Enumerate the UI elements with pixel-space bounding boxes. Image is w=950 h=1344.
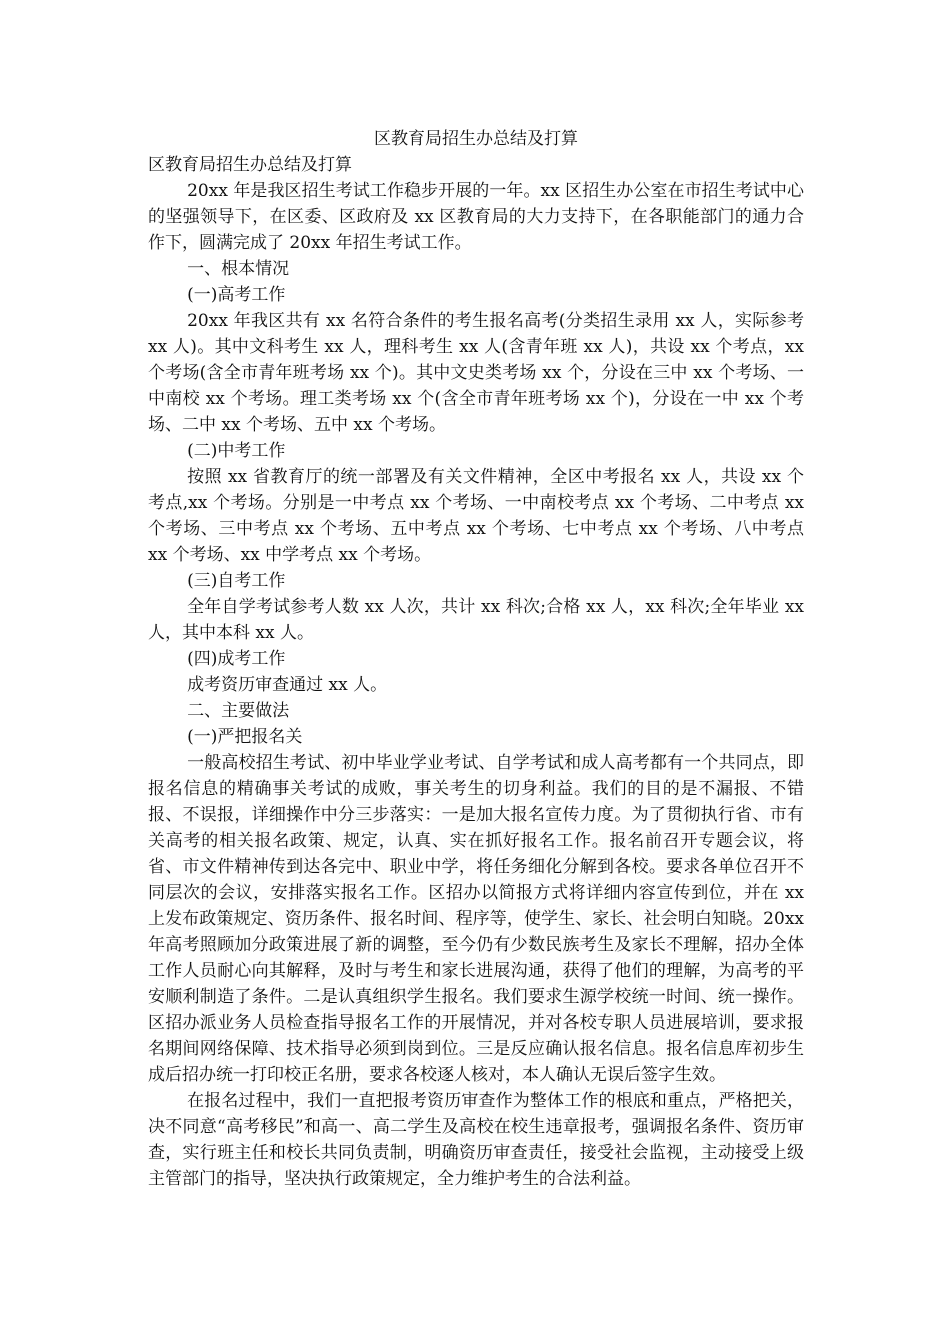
- section-heading-basic-situation: 一、根本情况: [187, 259, 290, 279]
- paragraph-intro: 20xx 年是我区招生考试工作稳步开展的一年。xx 区招生办公室在市招生考试中心的坚强领导下，在区委、区政府及 xx 区教育局的大力支持下，在各职能部门的通力合作下，圆满完成了 20xx 年招生考试工作。: [148, 181, 804, 253]
- paragraph-gaokao: 20xx 年我区共有 xx 名符合条件的考生报名高考(分类招生录用 xx 人，实际参考 xx 人)。其中文科考生 xx 人，理科考生 xx 人(含青年班 xx 人)，共设 xx 个考点，xx 个考场(含全市青年班考场 xx 个)。其中文史类考场 xx 个，分设在三中 xx 个考场、一中南校 xx 个考场。理工类考场 xx 个(含全市青年班考场 xx 个)，分设在一中 xx 个考场、二中 xx 个考场、五中 xx 个考场。: [148, 311, 804, 435]
- section-heading-main-methods: 二、主要做法: [187, 701, 290, 721]
- subsection-heading-zhongkao: (二)中考工作: [187, 441, 286, 461]
- paragraph-qualification-review: 在报名过程中，我们一直把报考资历审查作为整体工作的根底和重点，严格把关，决不同意“高考移民”和高一、高二学生及高校在校生违章报考，强调报名条件、资历审查，实行班主任和校长共同负责制，明确资历审查责任，接受社会监视，主动接受上级主管部门的指导，坚决执行政策规定，全力维护考生的合法利益。: [148, 1091, 804, 1189]
- subsection-heading-zikao: (三)自考工作: [187, 571, 286, 591]
- subsection-heading-chengkao: (四)成考工作: [187, 649, 286, 669]
- subsection-heading-gaokao: (一)高考工作: [187, 285, 286, 305]
- subsection-heading-registration: (一)严把报名关: [187, 727, 303, 747]
- paragraph-chengkao: 成考资历审查通过 xx 人。: [187, 675, 388, 695]
- paragraph-zikao: 全年自学考试参考人数 xx 人次，共计 xx 科次;合格 xx 人，xx 科次;全年毕业 xx 人，其中本科 xx 人。: [148, 597, 804, 643]
- paragraph-zhongkao: 按照 xx 省教育厅的统一部署及有关文件精神，全区中考报名 xx 人，共设 xx 个考点,xx 个考场。分别是一中考点 xx 个考场、一中南校考点 xx 个考场、二中考点 xx 个考场、三中考点 xx 个考场、五中考点 xx 个考场、七中考点 xx 个考场、八中考点 xx 个考场、xx 中学考点 xx 个考场。: [148, 467, 804, 565]
- document-title: 区教育局招生办总结及打算: [374, 129, 578, 149]
- document-subtitle: 区教育局招生办总结及打算: [148, 155, 352, 175]
- paragraph-registration: 一般高校招生考试、初中毕业学业考试、自学考试和成人高考都有一个共同点，即报名信息的精确事关考试的成败，事关考生的切身利益。我们的目的是不漏报、不错报、不误报，详细操作中分三步落实：一是加大报名宣传力度。为了贯彻执行省、市有关高考的相关报名政策、规定，认真、实在抓好报名工作。报名前召开专题会议，将省、市文件精神传到达各完中、职业中学，将任务细化分解到各校。要求各单位召开不同层次的会议，安排落实报名工作。区招办以简报方式将详细内容宣传到位，并在 xx 上发布政策规定、资历条件、报名时间、程序等，使学生、家长、社会明白知晓。20xx 年高考照顾加分政策进展了新的调整，至今仍有少数民族考生及家长不理解，招办全体工作人员耐心向其解释，及时与考生和家长进展沟通，获得了他们的理解，为高考的平安顺利制造了条件。二是认真组织学生报名。我们要求生源学校统一时间、统一操作。区招办派业务人员检查指导报名工作的开展情况，并对各校专职人员进展培训，要求报名期间网络保障、技术指导必须到岗到位。三是反应确认报名信息。报名信息库初步生成后招办统一打印校正名册，要求各校逐人核对，本人确认无误后签字生效。: [148, 753, 804, 1085]
- document-page: [148, 126, 804, 1192]
